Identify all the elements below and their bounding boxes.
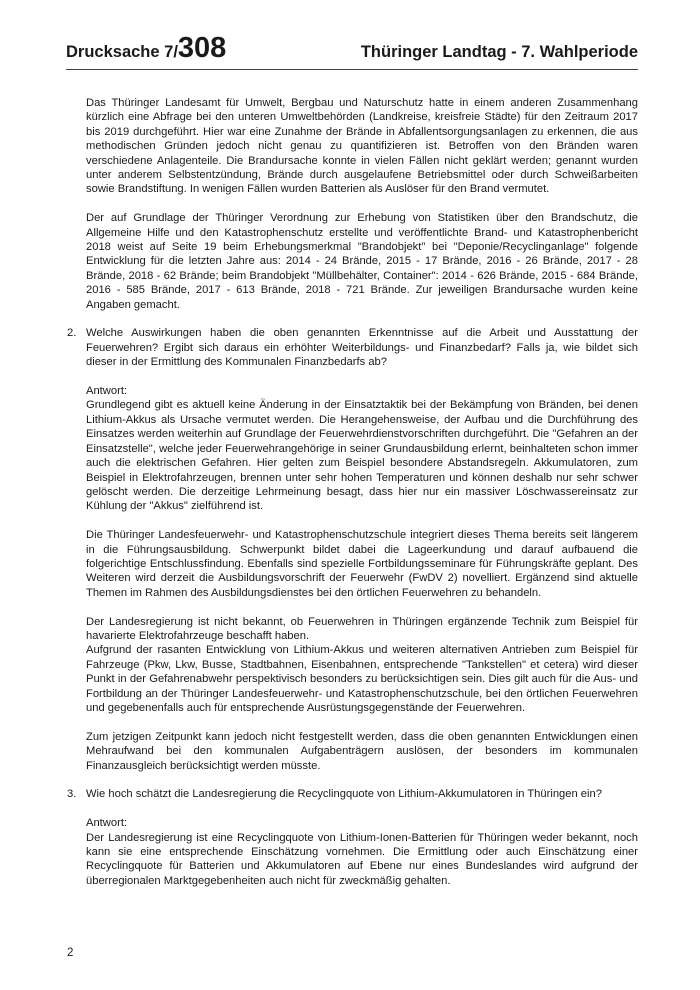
paragraph-fire-report: Der auf Grundlage der Thüringer Verordnung zur Erhebung von Statistiken über den Brandschutz, die Allgemeine Hilfe und den Katastrophenschutz erstellte und veröffentlichte Brand- und Katastrophenbericht 2018 weist auf Seite 19 beim Erhebungsmerkmal "Brandobjekt" bei "Deponie/Recyclinganlage" folgende Entwicklung für die letzten Jahre aus: 2014 - 24 Brände, 2015 - 17 Brände, 2016 - 26 Brände, 2017 - 28 Brände, 2018 - 62 Brände; beim Brandobjekt "Müllbehälter, Container": 2014 - 626 Brände, 2015 - 684 Brände, 2016 - 585 Brände, 2017 - 613 Brände, 2018 - 721 Brände. Zur jeweiligen Brandursache wurden keine Angaben gemacht. xyxy=(86,212,638,311)
page-number: 2 xyxy=(67,947,74,959)
paragraph-survey: Das Thüringer Landesamt für Umwelt, Bergbau und Naturschutz hatte in einem anderen Zusammenhang kürzlich eine Abfrage bei den unteren Umweltbehörden (Landkreise, kreisfreie Städte) für den Zeitraum 2017 bis 2019 durchgeführt. Hier war eine Zunahme der Brände in Abfallentsorgungsanlagen zu erkennen, die aus methodischen Gründen jedoch nicht genau zu quantifizieren ist. Betroffen von den Bränden waren verschiedene Anlagenteile. Die Brandursache konnte in vielen Fällen nicht geklärt werden; genannt wurden unter anderem Selbstentzündung, Brände durch ausgelaufene Betriebsmittel oder durch Schweißarbeiten sowie Brandstiftung. In wenigen Fällen wurden Batterien als Auslöser für den Brand vermutet. xyxy=(86,97,638,196)
question-text: Welche Auswirkungen haben die oben genannten Erkenntnisse auf die Arbeit und Ausstattung der Feuerwehren? Ergibt sich daraus ein erhöhter Weiterbildungs- und Finanzbedarf? Falls ja, wie bildet sich dieser in der Ermittlung des Kommunalen Finanzbedarfs ab? xyxy=(86,327,638,369)
question-number: 3. xyxy=(67,788,77,801)
answer-3 xyxy=(67,816,638,888)
answer-paragraph: Grundlegend gibt es aktuell keine Änderung in der Einsatztaktik bei der Bekämpfung von Bränden, bei denen Lithium-Akkus als Ursache vermutet werden. Die Herangehensweise, der Aufbau und die Durchführung des Einsatzes werden weiterhin auf Grundlage der Feuerwehrdienstvorschriften durchgeführt. Die "Gefahren an der Einsatzstelle", welche jeder Feuerwehrangehörige in seiner Grundausbildung erlernt, beinhalteten schon immer auch die elektrischen Gefahren. Hier gelten zum Beispiel besondere Abstandsregeln. Akkumulatoren, zum Beispiel in Elektrofahrzeugen, brennen unter sehr hohen Temperaturen und können deshalb nur sehr schwer gelöscht werden. Die derzeitige Lehrmeinung besagt, dass hier nur ein massiver Löschwassereinsatz zur Kühlung der "Akkus" zielführend ist. xyxy=(86,399,638,513)
answer-paragraph: Aufgrund der rasanten Entwicklung von Lithium-Akkus und weiteren alternativen Antrieben zum Beispiel für Fahrzeuge (Pkw, Lkw, Busse, Stadtbahnen, Eisenbahnen, entsprechende "Tankstellen" et cetera) wird dieser Punkt in der Gefahrenabwehr perspektivisch besonders zu berücksichtigen sein. Dies gilt auch für die Aus- und Fortbildung an der Thüringer Landesfeuerwehr- und Katastrophenschutzschule, bei den örtlichen Feuerwehren und gegebenenfalls auch für entsprechende Ausrüstungsgegenstände der Feuerwehren. xyxy=(86,644,638,714)
document-number-prefix: Drucksache 7/ xyxy=(66,43,178,61)
question-number: 2. xyxy=(67,327,77,340)
document-number xyxy=(66,34,226,63)
question-3 xyxy=(67,787,638,801)
answer-2 xyxy=(67,384,638,773)
page-header xyxy=(66,30,638,70)
answer-paragraph: Zum jetzigen Zeitpunkt kann jedoch nicht festgestellt werden, dass die oben genannten Entwicklungen einen Mehraufwand bei den kommunalen Aufgabenträgern auslösen, der besonders im kommunalen Finanzausgleich berücksichtigt werden müsste. xyxy=(86,730,638,772)
question-2 xyxy=(67,326,638,369)
intro-block xyxy=(67,96,638,312)
answer-paragraph: Der Landesregierung ist eine Recyclingquote von Lithium-Ionen-Batterien für Thüringen weder bekannt, noch kann sie eine entsprechende Einschätzung vornehmen. Die Ermittlung oder auch Einschätzung einer Recyclingquote für Batterien und Akkumulatoren auf Ebene nur eines Bundeslandes wird aufgrund der überregionalen Marktgegebenheiten auch nicht für zweckmäßig gehalten. xyxy=(86,831,638,887)
answer-paragraph: Der Landesregierung ist nicht bekannt, ob Feuerwehren in Thüringen ergänzende Technik zum Beispiel für havarierte Elektrofahrzeuge beschafft haben. xyxy=(86,615,638,642)
answer-label: Antwort: xyxy=(86,385,128,398)
parliament-title: Thüringer Landtag - 7. Wahlperiode xyxy=(360,43,638,61)
answer-paragraph: Die Thüringer Landesfeuerwehr- und Katastrophenschutzschule integriert dieses Thema bereits seit längerem in die Führungsausbildung. Schwerpunkt bildet dabei die Lageerkundung und darauf aufbauend die folgerichtige Entschlussfindung. Ebenfalls sind spezielle Fortbildungsseminare für Führungskräfte geplant. Des Weiteren wird derzeit die Ausbildungsvorschrift der Feuerwehr (FwDV 2) novelliert. Ergänzend sind aktuelle Themen im Rahmen des Ausbildungsdienstes bei den örtlichen Feuerwehren zu behandeln. xyxy=(86,529,638,599)
answer-label: Antwort: xyxy=(86,817,128,830)
document-body xyxy=(67,96,638,888)
document-number-value: 308 xyxy=(177,32,227,64)
question-text: Wie hoch schätzt die Landesregierung die Recyclingquote von Lithium-Akkumulatoren in Thüringen ein? xyxy=(86,788,602,801)
